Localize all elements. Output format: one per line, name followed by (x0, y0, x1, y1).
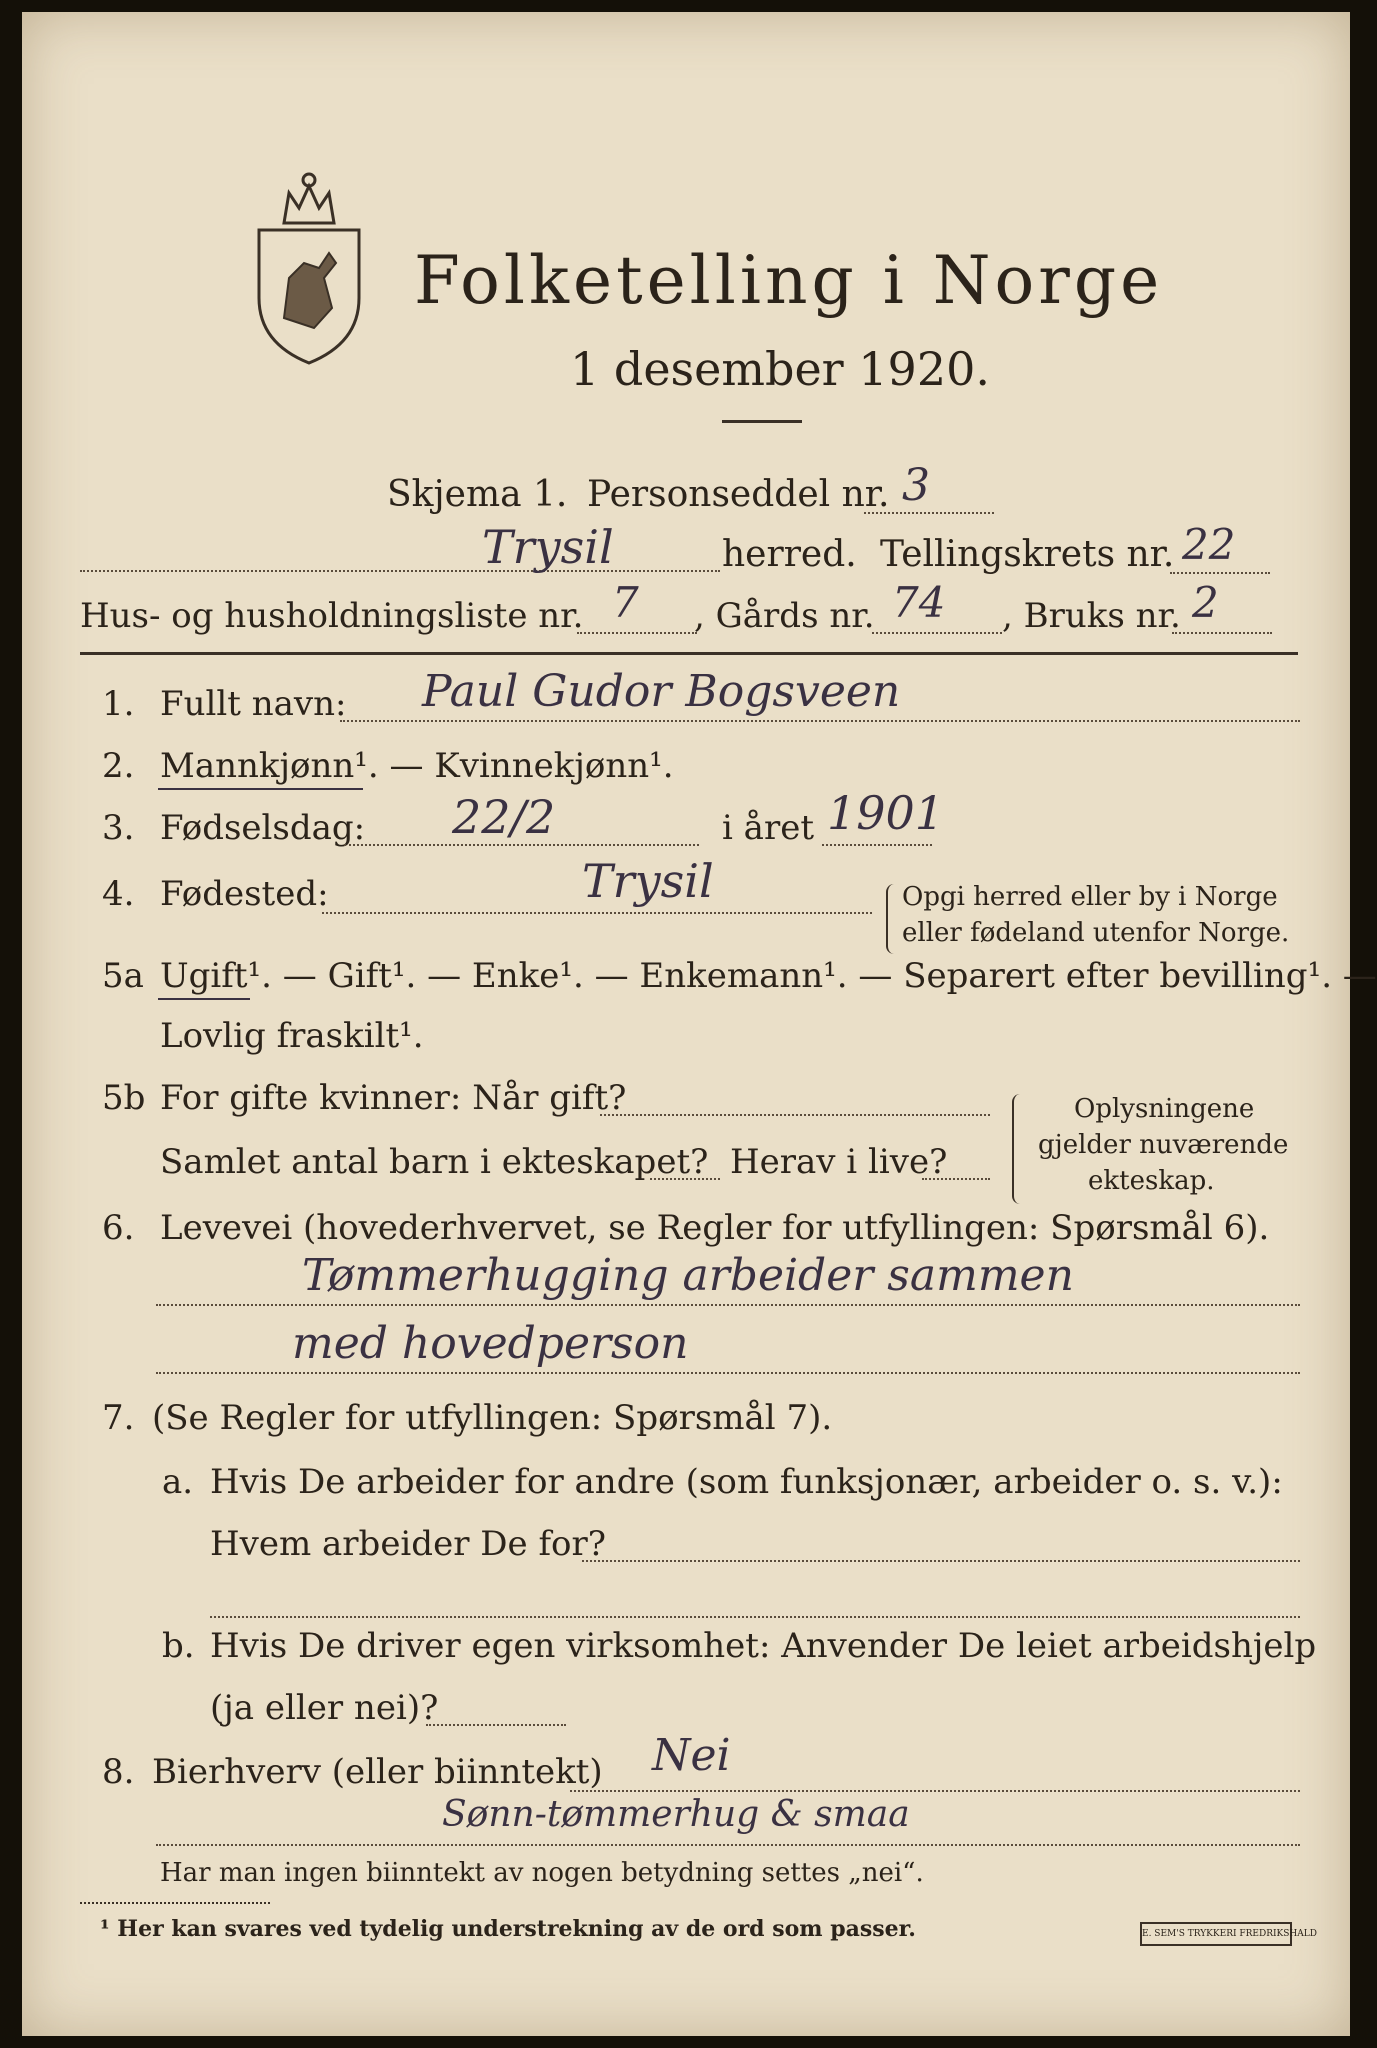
q1-fullname-value: Paul Gudor Bogsveen (422, 666, 901, 717)
census-date: 1 desember 1920. (570, 342, 990, 396)
personseddel-value: 3 (902, 460, 930, 511)
q5a-number: 5a (102, 956, 144, 996)
footnote-divider (80, 1902, 270, 1904)
q6-line1 (156, 1304, 1300, 1306)
husliste-line (577, 632, 697, 634)
q2-gender-options: Mannkjønn¹. — Kvinnekjønn¹. (160, 746, 674, 786)
q5b-note-line1: Oplysningene (1074, 1094, 1255, 1124)
norwegian-coat-of-arms-icon (244, 168, 374, 368)
q4-number: 4. (102, 874, 135, 914)
q8-line2 (156, 1844, 1300, 1846)
q1-number: 1. (102, 684, 135, 724)
q5b-label: For gifte kvinner: Når gift? (160, 1078, 627, 1118)
herred-line (80, 570, 720, 572)
gards-value: 74 (892, 578, 946, 627)
q7b-answer-line (426, 1724, 566, 1726)
q7a-label: Hvis De arbeider for andre (som funksjonær, arbeider o. s. v.): (210, 1462, 1283, 1502)
q2-number: 2. (102, 746, 135, 786)
q5b-children-line (650, 1178, 720, 1180)
q8-secondary-income-value-line2: Sønn-tømmerhug & smaa (442, 1794, 910, 1835)
q7a-number: a. (162, 1462, 194, 1502)
bruks-label: , Bruks nr. (1002, 596, 1181, 636)
q7a-employer-line (582, 1560, 1300, 1562)
herred-value: Trysil (482, 520, 614, 574)
q7a-extra-line (210, 1616, 1300, 1618)
q3-number: 3. (102, 808, 135, 848)
q4-birthplace-value: Trysil (582, 854, 714, 908)
q8-label: Bierhverv (eller biinntekt) (152, 1752, 603, 1792)
herred-label: herred. (722, 534, 857, 575)
footer-note: Har man ingen biinntekt av nogen betydning settes „nei“. (160, 1858, 924, 1888)
q8-secondary-income-value-line1: Nei (652, 1730, 731, 1781)
q5b-note-line2: gjelder nuværende (1038, 1130, 1289, 1160)
gards-line (872, 632, 1002, 634)
q5a-marital-options: Ugift¹. — Gift¹. — Enke¹. — Enkemann¹. — Separert efter bevilling¹. — (160, 956, 1377, 996)
q1-line (340, 720, 1300, 722)
q1-label: Fullt navn: (160, 684, 347, 724)
q4-note-line1: Opgi herred eller by i Norge (902, 882, 1278, 912)
q6-label: Levevei (hovederhvervet, se Regler for utfyllingen: Spørsmål 6). (160, 1208, 1270, 1248)
bruks-line (1172, 632, 1272, 634)
q4-label: Fødested: (160, 874, 329, 914)
q6-occupation-value-line2: med hovedperson (292, 1318, 689, 1369)
q4-brace (886, 884, 898, 954)
q3-year-value: 1901 (827, 786, 945, 840)
printer-stamp: E. SEM'S TRYKKERI FREDRIKSHALD (1140, 1922, 1292, 1946)
bruks-value: 2 (1192, 578, 1219, 627)
q4-line (322, 912, 872, 914)
personseddel-line (864, 512, 994, 514)
q3-year-line (822, 844, 932, 846)
husliste-value: 7 (612, 578, 639, 627)
q8-line1 (570, 1790, 1300, 1792)
q3-year-label: i året (722, 808, 814, 848)
footnote-text: ¹ Her kan svares ved tydelig understrekning av de ord som passer. (100, 1916, 916, 1942)
q5b-number: 5b (102, 1078, 146, 1118)
personseddel-label: Personseddel nr. (587, 474, 890, 515)
q7b-label-line2: (ja eller nei)? (210, 1688, 439, 1728)
q3-birthday-value: 22/2 (452, 790, 556, 844)
husliste-label: Hus- og husholdningsliste nr. (80, 596, 584, 636)
q8-number: 8. (102, 1752, 135, 1792)
q7b-label: Hvis De driver egen virksomhet: Anvender De leiet arbeidshjelp (210, 1626, 1317, 1666)
q3-date-line (344, 844, 699, 846)
tellingskrets-label: Tellingskrets nr. (880, 534, 1175, 575)
q5a-ugift-underline (158, 998, 250, 1000)
q5b-brace (1012, 1094, 1026, 1204)
q5b-alive-label: Herav i live? (730, 1142, 948, 1182)
gards-label: , Gårds nr. (694, 596, 875, 636)
q5a-label-line2: Lovlig fraskilt¹. (160, 1016, 424, 1056)
q5b-married-line (600, 1114, 990, 1116)
q4-note-line2: eller fødeland utenfor Norge. (902, 918, 1290, 948)
q7b-number: b. (162, 1626, 195, 1666)
form-title: Folketelling i Norge (414, 242, 1164, 319)
q6-number: 6. (102, 1208, 135, 1248)
q3-label: Fødselsdag: (160, 808, 366, 848)
q6-occupation-value-line1: Tømmerhugging arbeider sammen (302, 1250, 1074, 1301)
q5b-note-line3: ekteskap. (1088, 1166, 1215, 1196)
q5b-alive-line (922, 1178, 990, 1180)
q2-mannkjonn-underline (158, 788, 363, 790)
census-form-page (22, 12, 1377, 2036)
skjema-label: Skjema 1. (387, 474, 568, 515)
q7a-employer-label: Hvem arbeider De for? (210, 1524, 606, 1564)
header-separator (80, 652, 1298, 655)
tellingskrets-value: 22 (1182, 520, 1236, 569)
q7-number: 7. (102, 1398, 135, 1438)
q5b-children-label: Samlet antal barn i ekteskapet? (160, 1142, 709, 1182)
q6-line2 (156, 1372, 1300, 1374)
q7-label: (Se Regler for utfyllingen: Spørsmål 7). (152, 1398, 833, 1438)
title-divider (722, 420, 802, 423)
tellingskrets-line (1170, 572, 1270, 574)
